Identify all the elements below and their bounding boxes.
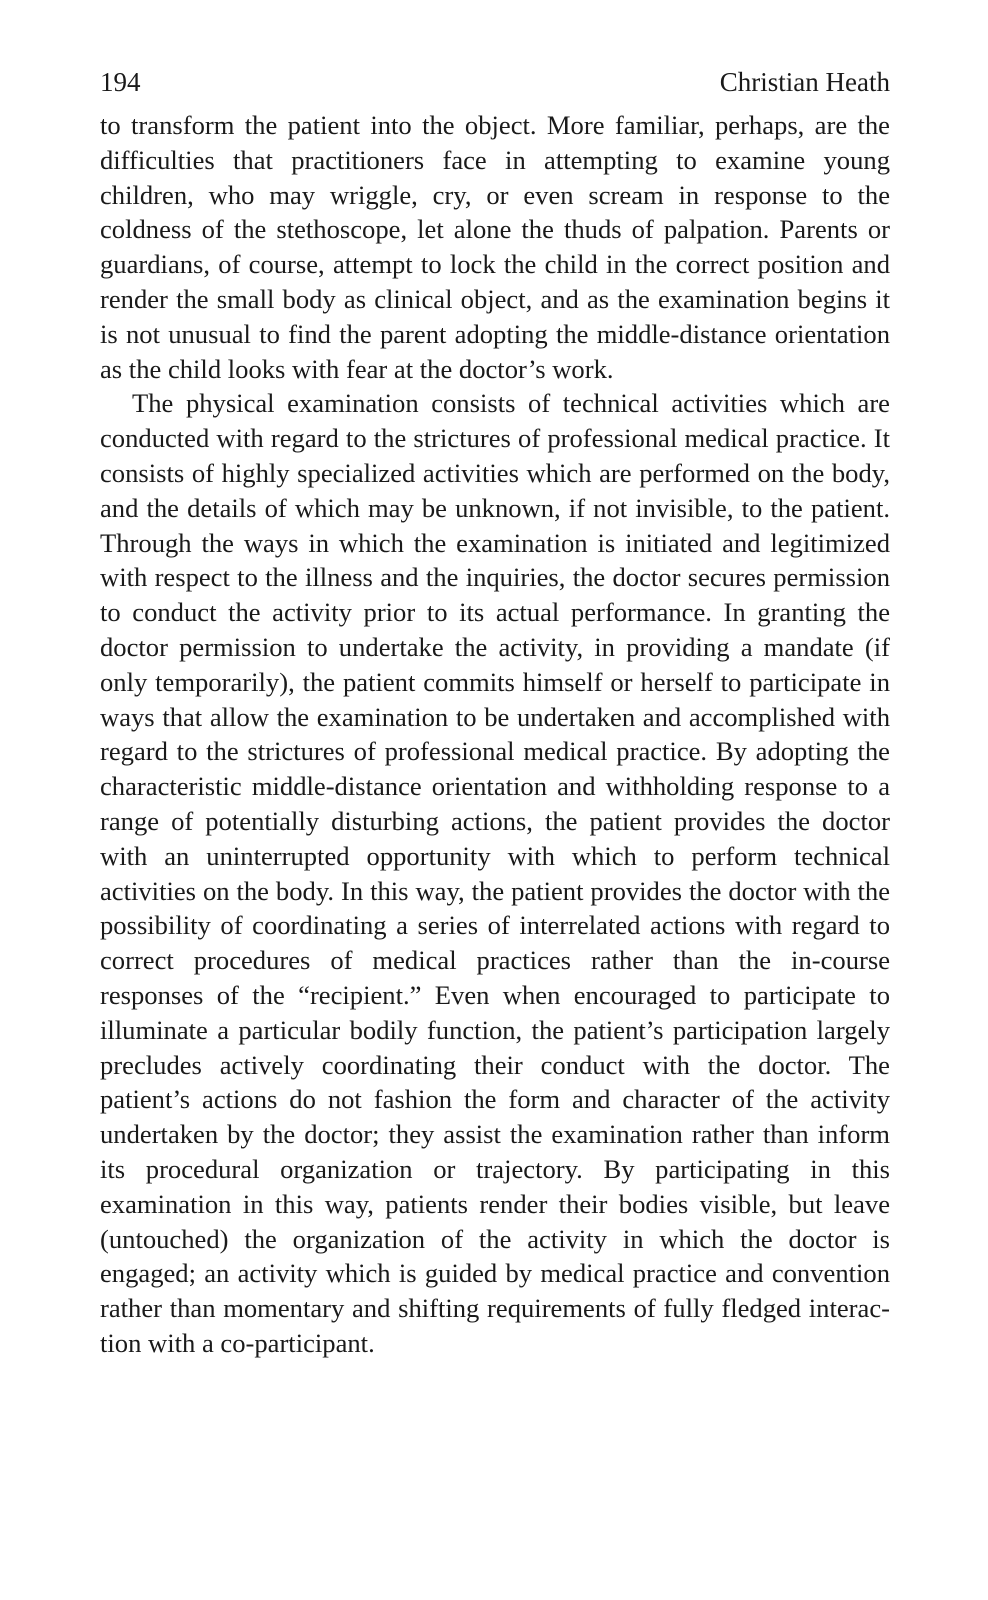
paragraph-2: The physical examination consists of technical activities which are conducted with regard to the strictures of professional medical practice. It consists of highly specialized activities which are performed on the body, and the details of which may be unknown, if not invisible, to the patient. Through the ways in which the examination is initiated and legitimized with respect to the illness and the inquiries, the doctor secures permission to conduct the activity prior to its actual performance. In granting the doctor permission to undertake the activity, in providing a mandate (if only temporarily), the patient commits himself or herself to participate in ways that allow the examination to be undertaken and accomplished with regard to the strictures of professional medical practice. By adopting the characteristic middle-distance orientation and withholding response to a range of potentially disturbing actions, the patient provides the doctor with an uninterrupted opportunity with which to perform technical activities on the body. In this way, the patient provides the doctor with the possibility of coordinating a series of interrelated actions with regard to correct procedures of medical practices rather than the in-course responses of the “recipient.” Even when encouraged to participate to illuminate a particular bodily function, the patient’s participation largely precludes actively coordinating their conduct with the doctor. The patient’s actions do not fashion the form and character of the activity undertaken by the doctor; they assist the examination rather than inform its procedural organization or trajectory. By participating in this examination in this way, patients render their bodies visible, but leave (untouched) the organization of the activity in which the doctor is engaged; an activity which is guided by medical practice and convention rather than momentary and shifting requirements of fully fledged interaction with a co-participant. <box>100 388 890 1358</box>
body-text <box>100 108 890 1361</box>
book-page <box>100 58 890 1361</box>
paragraph-1: to transform the patient into the object. More familiar, perhaps, are the difficulties that practitioners face in attempting to examine young children, who may wriggle, cry, or even scream in response to the coldness of the stethoscope, let alone the thuds of palpation. Parents or guardians, of course, attempt to lock the child in the correct position and render the small body as clinical object, and as the examination begins it is not unusual to find the parent adopting the middle-distance orientation as the child looks with fear at the doctor’s work. <box>100 110 890 384</box>
page-number: 194 <box>100 67 141 97</box>
running-title: Christian Heath <box>719 67 890 97</box>
running-head <box>100 58 890 106</box>
